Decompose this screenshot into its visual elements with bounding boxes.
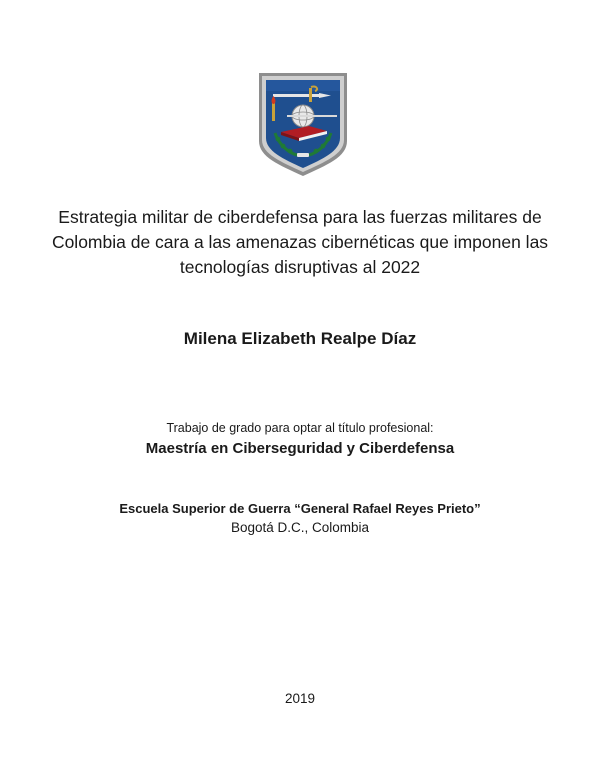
school-name: Escuela Superior de Guerra “General Rafael Reyes Prieto” [119,501,481,516]
publication-year: 2019 [284,691,316,706]
author-name: Milena Elizabeth Realpe Díaz [183,329,417,348]
city-location: Bogotá D.C., Colombia [230,520,370,535]
degree-name: Maestría en Ciberseguridad y Ciberdefensa [145,440,455,457]
degree-intro-text: Trabajo de grado para optar al título profesional: [166,421,434,435]
school-emblem-icon [257,71,349,177]
thesis-title: Estrategia militar de ciberdefensa para las fuerzas militares de Colombia de cara a las amenazas cibernéticas que imponen las tecnologías disruptivas al 2022 [51,207,549,277]
